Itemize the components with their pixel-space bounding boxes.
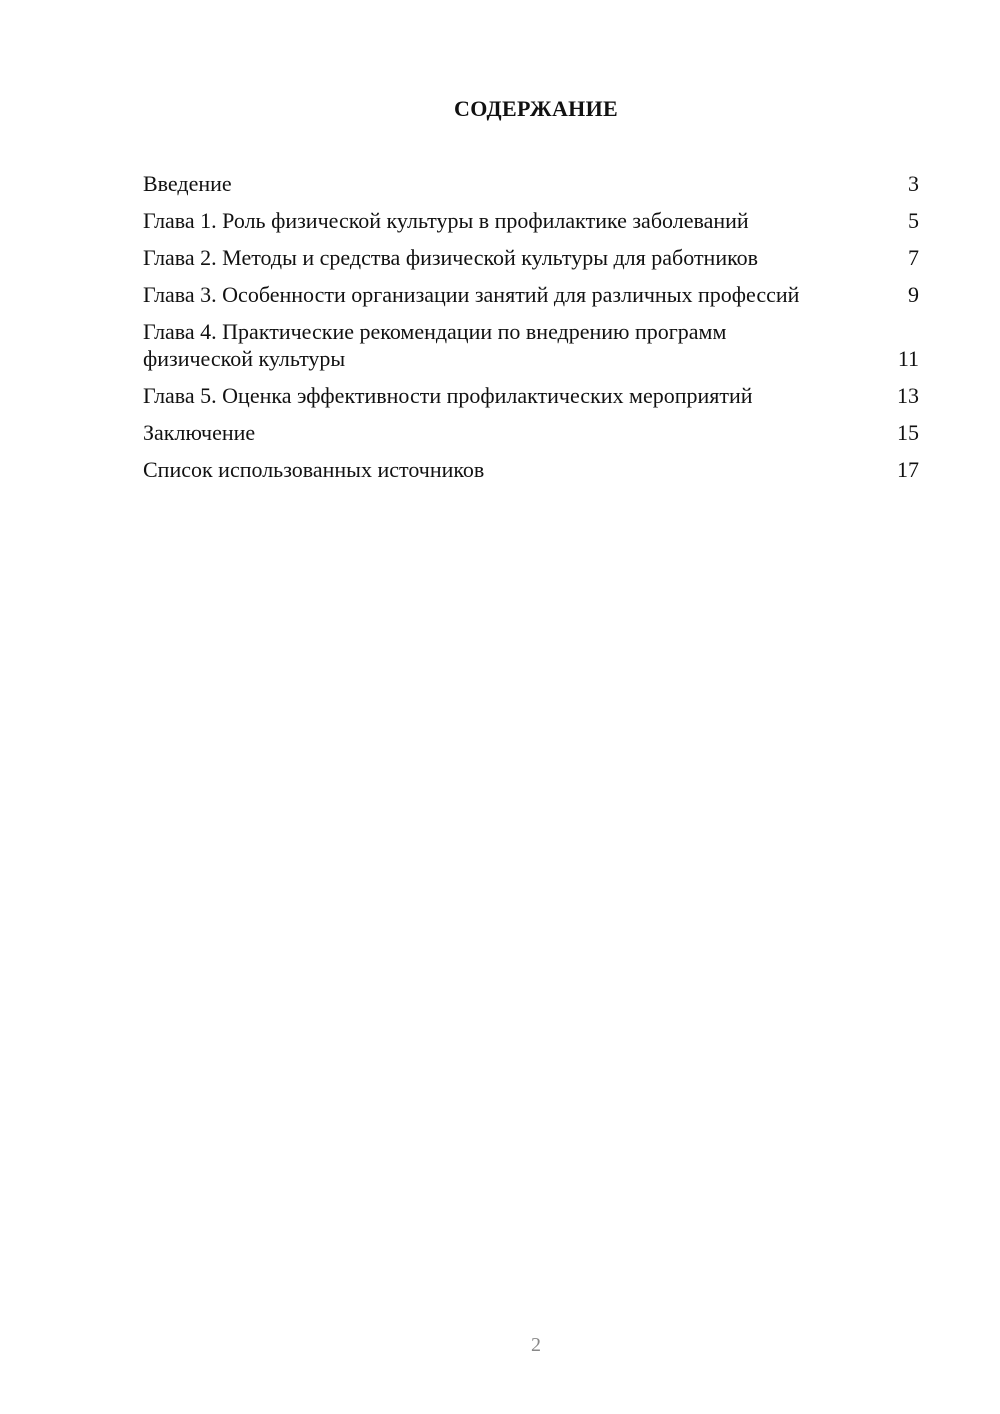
- toc-entry-title: Глава 5. Оценка эффективности профилактических мероприятий: [143, 383, 753, 408]
- toc-entry-title: Глава 1. Роль физической культуры в профилактике заболеваний: [143, 208, 749, 233]
- page-title: СОДЕРЖАНИЕ: [454, 96, 618, 121]
- toc-entry-title: Глава 3. Особенности организации занятий для различных профессий: [143, 282, 800, 307]
- toc-entry-page: 9: [908, 282, 919, 307]
- toc-entry: [143, 419, 919, 446]
- toc-entry-title: Глава 4. Практические рекомендации по внедрению программ физической культуры: [143, 319, 727, 371]
- toc-entry-page: 7: [908, 245, 919, 270]
- toc-entry: [143, 456, 919, 483]
- toc-entry-title: Заключение: [143, 420, 256, 445]
- toc-entry: [143, 281, 919, 308]
- toc-entry-title: Введение: [143, 171, 232, 196]
- toc-entry-page: 17: [897, 457, 919, 482]
- toc-entry: [143, 382, 919, 409]
- toc-entry: [143, 170, 919, 197]
- table-of-contents: [143, 170, 919, 493]
- toc-entry: [143, 318, 919, 372]
- toc-entry-page: 11: [897, 346, 919, 371]
- toc-entry-page: 15: [897, 420, 919, 445]
- toc-entry-page: 13: [897, 383, 919, 408]
- page-number: 2: [531, 1334, 541, 1356]
- toc-entry-page: 5: [908, 208, 919, 233]
- toc-entry: [143, 244, 919, 271]
- toc-entry: [143, 207, 919, 234]
- toc-entry-title: Список использованных источников: [143, 457, 485, 482]
- toc-entry-page: 3: [908, 171, 919, 196]
- toc-entry-title: Глава 2. Методы и средства физической культуры для работников: [143, 245, 759, 270]
